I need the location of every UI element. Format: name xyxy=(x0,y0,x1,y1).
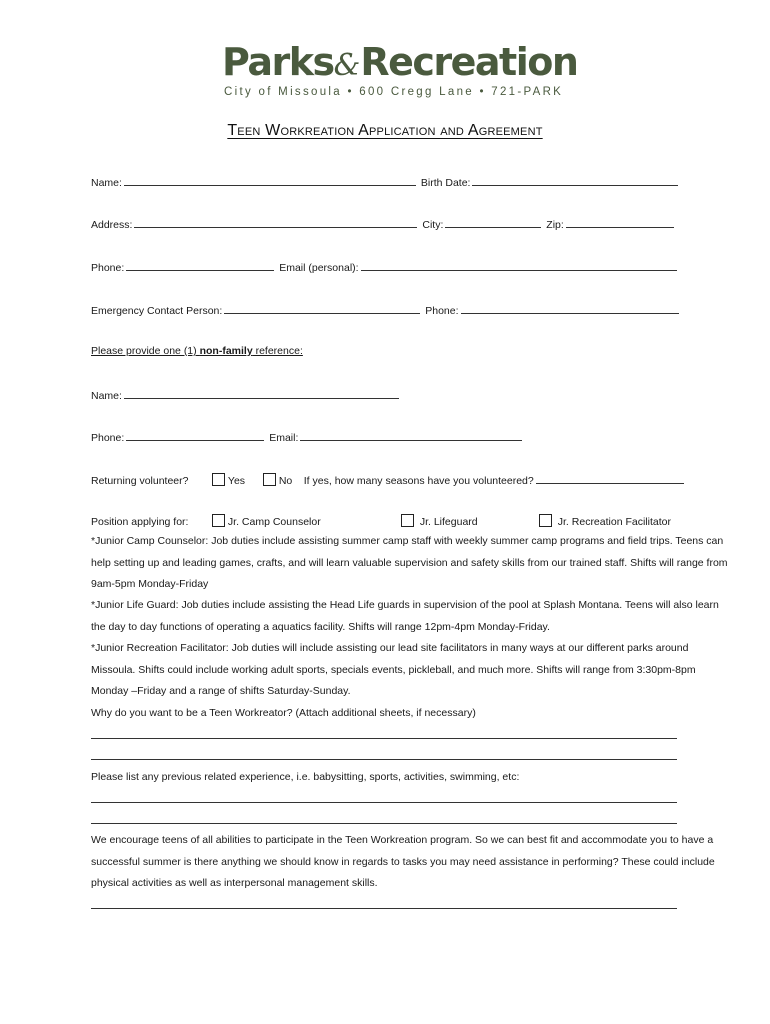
form-title-wrap xyxy=(0,122,770,140)
reference-phone-label: Phone: xyxy=(91,432,125,444)
row-name xyxy=(91,174,680,188)
emergency-phone-label: Phone: xyxy=(425,305,459,317)
zip-field[interactable] xyxy=(566,216,674,228)
phone-field[interactable] xyxy=(126,259,274,271)
why-question: Why do you want to be a Teen Workreator? (Attach additional sheets, if necessary) xyxy=(91,707,476,719)
reference-prompt-after: reference: xyxy=(252,345,303,357)
birth-date-label: Birth Date: xyxy=(420,177,471,189)
reference-name-field[interactable] xyxy=(124,387,399,399)
experience-question: Please list any previous related experience, i.e. babysitting, sports, activities, swimming, etc: xyxy=(91,771,520,783)
row-reference-phone xyxy=(91,429,524,443)
logo-recreation: Recreation xyxy=(360,40,578,84)
emergency-phone-field[interactable] xyxy=(461,302,679,314)
city-field[interactable] xyxy=(445,216,541,228)
position-lifeguard-label: Jr. Lifeguard xyxy=(419,516,478,528)
reference-email-label: Email: xyxy=(269,432,299,444)
address-field[interactable] xyxy=(134,216,417,228)
experience-answer-line-2[interactable] xyxy=(91,823,677,824)
returning-yes-label: Yes xyxy=(227,475,246,487)
returning-yes-checkbox[interactable] xyxy=(212,473,225,486)
logo-parks: Parks xyxy=(222,40,334,84)
reference-prompt xyxy=(91,344,303,358)
row-position xyxy=(91,514,671,528)
reference-prompt-bold: non-family xyxy=(199,345,253,357)
row-reference-name xyxy=(91,387,401,401)
returning-no-label: No xyxy=(278,475,293,487)
logo-ampersand: & xyxy=(333,48,361,83)
position-recreation-facilitator-label: Jr. Recreation Facilitator xyxy=(557,516,671,528)
email-field[interactable] xyxy=(361,259,677,271)
why-answer-line-2[interactable] xyxy=(91,759,677,760)
returning-label: Returning volunteer? xyxy=(91,475,189,487)
position-label: Position applying for: xyxy=(91,516,189,528)
row-address xyxy=(91,216,676,230)
form-title: Teen Workreation Application and Agreement xyxy=(227,122,543,139)
birth-date-field[interactable] xyxy=(472,174,678,186)
row-emergency xyxy=(91,302,681,316)
seasons-label: If yes, how many seasons have you volunteered? xyxy=(303,475,534,487)
life-guard-description: *Junior Life Guard: Job duties include assisting the Head Life guards in supervision of the pool at Splash Montana. Teens will also learn the day to day functions of operating a aquatics facility. Shifts will range 12pm-4pm Monday-Friday. xyxy=(91,599,719,633)
accommodation-question: We encourage teens of all abilities to participate in the Teen Workreation program. So we can best fit and accommodate you to have a successful summer is there anything we should know in regards to tasks you may need assistance in performing? These could include physical activities as well as interpersonal management skills. xyxy=(91,834,715,889)
email-label: Email (personal): xyxy=(279,262,359,274)
zip-label: Zip: xyxy=(546,219,564,231)
row-phone xyxy=(91,259,679,273)
reference-prompt-before: Please provide one (1) xyxy=(91,345,200,357)
camp-counselor-description: *Junior Camp Counselor: Job duties include assisting summer camp staff with weekly summer camp programs and field trips. Teens can help setting up and leading games, crafts, and will learn valuable supervision and safety skills from our trained staff. Shifts will range from 9am-5pm Monday-Friday xyxy=(91,535,728,590)
city-label: City: xyxy=(422,219,444,231)
name-label: Name: xyxy=(91,177,122,189)
emergency-contact-label: Emergency Contact Person: xyxy=(91,305,223,317)
why-answer-line-1[interactable] xyxy=(91,738,677,739)
position-lifeguard-checkbox[interactable] xyxy=(401,514,414,527)
emergency-contact-field[interactable] xyxy=(224,302,420,314)
position-camp-counselor-label: Jr. Camp Counselor xyxy=(227,516,321,528)
parks-recreation-logo xyxy=(222,40,578,98)
logo-subtitle: City of Missoula • 600 Cregg Lane • 721-PARK xyxy=(224,86,564,98)
phone-label: Phone: xyxy=(91,262,125,274)
position-camp-counselor-checkbox[interactable] xyxy=(212,514,225,527)
address-label: Address: xyxy=(91,219,133,231)
position-recreation-facilitator-checkbox[interactable] xyxy=(539,514,552,527)
reference-email-field[interactable] xyxy=(300,429,522,441)
name-field[interactable] xyxy=(124,174,416,186)
reference-phone-field[interactable] xyxy=(126,429,264,441)
seasons-field[interactable] xyxy=(536,472,684,484)
recreation-facilitator-description: *Junior Recreation Facilitator: Job duties will include assisting our lead site facilitators in many ways at our different parks around Missoula. Shifts could include working adult sports, specials events, pickleball, and much more. Shifts will range from 3:30pm-8pm Monday –Friday and a range of shifts Saturday-Sunday. xyxy=(91,642,696,697)
accommodation-answer-line[interactable] xyxy=(91,908,677,909)
row-returning xyxy=(91,472,686,486)
logo-wordmark xyxy=(222,40,578,86)
experience-answer-line-1[interactable] xyxy=(91,802,677,803)
reference-name-label: Name: xyxy=(91,390,122,402)
returning-no-checkbox[interactable] xyxy=(263,473,276,486)
